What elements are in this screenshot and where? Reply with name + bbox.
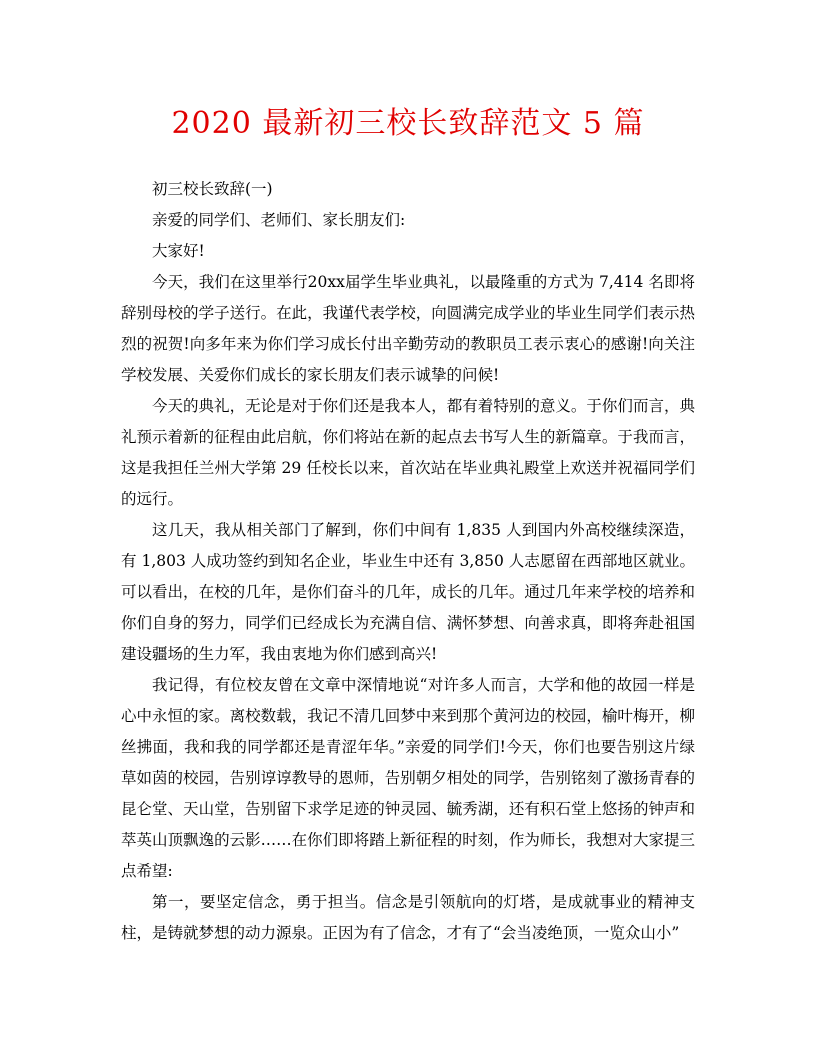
salutation: 亲爱的同学们、老师们、家长朋友们: — [152, 211, 406, 229]
greeting: 大家好! — [152, 242, 205, 260]
document-title: 2020 最新初三校长致辞范文 5 篇 — [171, 106, 645, 141]
paragraph: 今天，我们在这里举行20xx届学生毕业典礼，以最隆重的方式为 7,414 名即将辞别母校的学子送行。在此，我谨代表学校，向圆满完成学业的毕业生同学们表示热烈的祝贺!向多年来为你们学习成长付出辛勤劳动的教职员工表示衷心的感谢!向关注学校发展、关爱你们成长的家长朋友们表示诚挚的问候! — [121, 273, 695, 384]
section-heading: 初三校长致辞(一) — [152, 180, 273, 198]
paragraph: 第一，要坚定信念，勇于担当。信念是引领航向的灯塔，是成就事业的精神支柱，是铸就梦想的动力源泉。正因为有了信念，才有了“会当凌绝顶，一览众山小” — [121, 893, 695, 942]
paragraph: 今天的典礼，无论是对于你们还是我本人，都有着特别的意义。于你们而言，典礼预示着新的征程由此启航，你们将站在新的起点去书写人生的新篇章。于我而言，这是我担任兰州大学第 29 任校长以来，首次站在毕业典礼殿堂上欢送并祝福同学们的远行。 — [121, 397, 695, 508]
document-body — [121, 174, 695, 949]
paragraph: 这几天，我从相关部门了解到，你们中间有 1,835 人到国内外高校继续深造，有 1,803 人成功签约到知名企业，毕业生中还有 3,850 人志愿留在西部地区就业。可以看出，在校的几年，是你们奋斗的几年，成长的几年。通过几年来学校的培养和你们自身的努力，同学们已经成长为充满自信、满怀梦想、向善求真，即将奔赴祖国建设疆场的生力军，我由衷地为你们感到高兴! — [121, 521, 695, 663]
paragraph: 我记得，有位校友曾在文章中深情地说“对许多人而言，大学和他的故园一样是心中永恒的家。离校数载，我记不清几回梦中来到那个黄河边的校园，榆叶梅开，柳丝拂面，我和我的同学都还是青涩年华。”亲爱的同学们!今天，你们也要告别这片绿草如茵的校园，告别谆谆教导的恩师，告别朝夕相处的同学，告别铭刻了激扬青春的昆仑堂、天山堂，告别留下求学足迹的钟灵园、毓秀湖，还有积石堂上悠扬的钟声和萃英山顶飘逸的云影……在你们即将踏上新征程的时刻，作为师长，我想对大家提三点希望: — [121, 676, 695, 880]
